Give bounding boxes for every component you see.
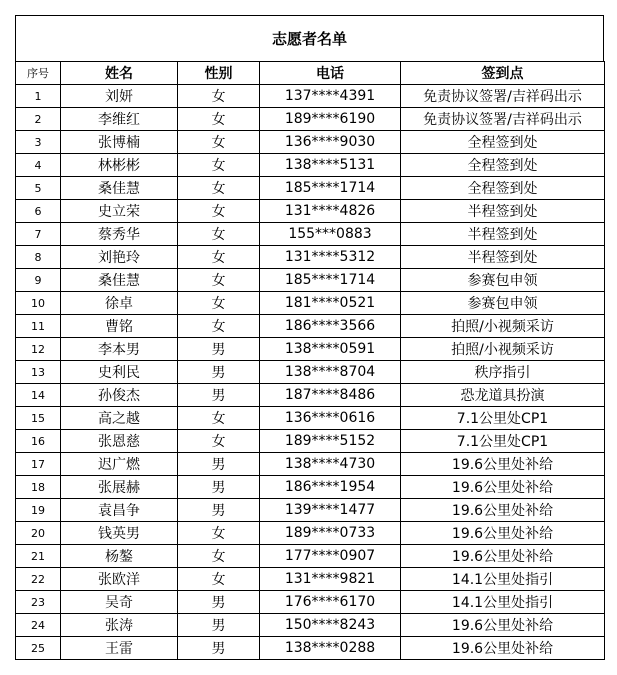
cell-index: 23	[16, 591, 61, 614]
cell-gender: 男	[178, 384, 260, 407]
cell-checkin: 免责协议签署/吉祥码出示	[401, 85, 605, 108]
cell-gender: 女	[178, 292, 260, 315]
cell-checkin: 半程签到处	[401, 223, 605, 246]
table-row	[16, 430, 605, 453]
cell-phone: 138****0591	[260, 338, 401, 361]
cell-name: 桑佳慧	[61, 177, 178, 200]
table-row	[16, 453, 605, 476]
table-row	[16, 568, 605, 591]
table-row	[16, 338, 605, 361]
cell-index: 7	[16, 223, 61, 246]
cell-checkin: 半程签到处	[401, 200, 605, 223]
table-row	[16, 384, 605, 407]
cell-phone: 185****1714	[260, 269, 401, 292]
cell-index: 6	[16, 200, 61, 223]
cell-gender: 女	[178, 545, 260, 568]
cell-checkin: 全程签到处	[401, 131, 605, 154]
cell-checkin: 19.6公里处补给	[401, 522, 605, 545]
cell-phone: 138****4730	[260, 453, 401, 476]
table-row	[16, 223, 605, 246]
cell-index: 14	[16, 384, 61, 407]
volunteer-table	[15, 61, 605, 660]
cell-gender: 男	[178, 453, 260, 476]
cell-checkin: 免责协议签署/吉祥码出示	[401, 108, 605, 131]
cell-checkin: 14.1公里处指引	[401, 591, 605, 614]
cell-name: 吴奇	[61, 591, 178, 614]
cell-index: 20	[16, 522, 61, 545]
cell-index: 2	[16, 108, 61, 131]
cell-name: 史利民	[61, 361, 178, 384]
cell-checkin: 参赛包申领	[401, 292, 605, 315]
cell-name: 张博楠	[61, 131, 178, 154]
table-row	[16, 154, 605, 177]
table-row	[16, 637, 605, 660]
table-row	[16, 545, 605, 568]
cell-checkin: 半程签到处	[401, 246, 605, 269]
cell-name: 桑佳慧	[61, 269, 178, 292]
cell-index: 5	[16, 177, 61, 200]
cell-index: 13	[16, 361, 61, 384]
cell-index: 12	[16, 338, 61, 361]
cell-name: 刘妍	[61, 85, 178, 108]
header-checkin: 签到点	[401, 62, 605, 85]
cell-index: 10	[16, 292, 61, 315]
cell-checkin: 19.6公里处补给	[401, 545, 605, 568]
cell-checkin: 7.1公里处CP1	[401, 407, 605, 430]
cell-phone: 186****3566	[260, 315, 401, 338]
cell-phone: 138****0288	[260, 637, 401, 660]
cell-name: 刘艳玲	[61, 246, 178, 269]
cell-checkin: 19.6公里处补给	[401, 614, 605, 637]
table-row	[16, 131, 605, 154]
header-name: 姓名	[61, 62, 178, 85]
cell-index: 17	[16, 453, 61, 476]
table-row	[16, 85, 605, 108]
cell-phone: 189****6190	[260, 108, 401, 131]
cell-name: 曹铭	[61, 315, 178, 338]
cell-name: 林彬彬	[61, 154, 178, 177]
cell-checkin: 恐龙道具扮演	[401, 384, 605, 407]
cell-checkin: 19.6公里处补给	[401, 637, 605, 660]
cell-name: 张展赫	[61, 476, 178, 499]
cell-gender: 女	[178, 85, 260, 108]
table-row	[16, 177, 605, 200]
cell-phone: 137****4391	[260, 85, 401, 108]
cell-name: 徐卓	[61, 292, 178, 315]
cell-phone: 131****9821	[260, 568, 401, 591]
cell-gender: 女	[178, 407, 260, 430]
cell-phone: 177****0907	[260, 545, 401, 568]
cell-gender: 女	[178, 522, 260, 545]
cell-index: 19	[16, 499, 61, 522]
table-row	[16, 522, 605, 545]
table-row	[16, 200, 605, 223]
header-gender: 性别	[178, 62, 260, 85]
cell-index: 8	[16, 246, 61, 269]
table-row	[16, 108, 605, 131]
cell-phone: 186****1954	[260, 476, 401, 499]
cell-index: 16	[16, 430, 61, 453]
cell-phone: 139****1477	[260, 499, 401, 522]
cell-name: 史立荣	[61, 200, 178, 223]
cell-gender: 男	[178, 591, 260, 614]
cell-checkin: 秩序指引	[401, 361, 605, 384]
cell-phone: 187****8486	[260, 384, 401, 407]
table-row	[16, 614, 605, 637]
cell-gender: 女	[178, 568, 260, 591]
table-row	[16, 315, 605, 338]
cell-index: 21	[16, 545, 61, 568]
cell-name: 李维红	[61, 108, 178, 131]
cell-gender: 女	[178, 269, 260, 292]
header-phone: 电话	[260, 62, 401, 85]
cell-name: 李本男	[61, 338, 178, 361]
cell-checkin: 19.6公里处补给	[401, 499, 605, 522]
cell-name: 蔡秀华	[61, 223, 178, 246]
cell-checkin: 14.1公里处指引	[401, 568, 605, 591]
cell-gender: 女	[178, 200, 260, 223]
cell-phone: 136****9030	[260, 131, 401, 154]
cell-gender: 女	[178, 177, 260, 200]
cell-index: 3	[16, 131, 61, 154]
cell-phone: 176****6170	[260, 591, 401, 614]
cell-gender: 男	[178, 361, 260, 384]
cell-phone: 189****0733	[260, 522, 401, 545]
cell-name: 张涛	[61, 614, 178, 637]
cell-checkin: 拍照/小视频采访	[401, 315, 605, 338]
cell-gender: 女	[178, 246, 260, 269]
cell-gender: 女	[178, 108, 260, 131]
cell-gender: 女	[178, 315, 260, 338]
cell-index: 4	[16, 154, 61, 177]
cell-index: 15	[16, 407, 61, 430]
cell-phone: 155***0883	[260, 223, 401, 246]
cell-phone: 138****5131	[260, 154, 401, 177]
table-row	[16, 591, 605, 614]
cell-index: 25	[16, 637, 61, 660]
cell-phone: 189****5152	[260, 430, 401, 453]
cell-checkin: 参赛包申领	[401, 269, 605, 292]
sheet-title: 志愿者名单	[15, 15, 604, 61]
header-row	[16, 62, 605, 85]
cell-gender: 女	[178, 154, 260, 177]
cell-checkin: 19.6公里处补给	[401, 476, 605, 499]
cell-name: 王雷	[61, 637, 178, 660]
table-row	[16, 407, 605, 430]
table-row	[16, 269, 605, 292]
cell-index: 22	[16, 568, 61, 591]
table-row	[16, 246, 605, 269]
cell-phone: 181****0521	[260, 292, 401, 315]
cell-checkin: 7.1公里处CP1	[401, 430, 605, 453]
cell-gender: 女	[178, 223, 260, 246]
cell-index: 24	[16, 614, 61, 637]
cell-name: 迟广燃	[61, 453, 178, 476]
header-index: 序号	[16, 62, 61, 85]
cell-phone: 185****1714	[260, 177, 401, 200]
cell-name: 张欧洋	[61, 568, 178, 591]
table-row	[16, 361, 605, 384]
cell-name: 杨鏊	[61, 545, 178, 568]
cell-gender: 男	[178, 499, 260, 522]
cell-checkin: 19.6公里处补给	[401, 453, 605, 476]
cell-gender: 男	[178, 338, 260, 361]
cell-gender: 女	[178, 430, 260, 453]
cell-index: 11	[16, 315, 61, 338]
cell-name: 张恩慈	[61, 430, 178, 453]
table-row	[16, 499, 605, 522]
cell-checkin: 拍照/小视频采访	[401, 338, 605, 361]
cell-name: 钱英男	[61, 522, 178, 545]
cell-index: 18	[16, 476, 61, 499]
cell-phone: 131****4826	[260, 200, 401, 223]
cell-phone: 138****8704	[260, 361, 401, 384]
cell-phone: 131****5312	[260, 246, 401, 269]
table-row	[16, 292, 605, 315]
table-row	[16, 476, 605, 499]
cell-gender: 男	[178, 637, 260, 660]
volunteer-sheet	[15, 15, 604, 660]
cell-gender: 男	[178, 476, 260, 499]
cell-gender: 男	[178, 614, 260, 637]
cell-name: 孙俊杰	[61, 384, 178, 407]
cell-phone: 150****8243	[260, 614, 401, 637]
cell-phone: 136****0616	[260, 407, 401, 430]
cell-index: 9	[16, 269, 61, 292]
cell-checkin: 全程签到处	[401, 177, 605, 200]
cell-checkin: 全程签到处	[401, 154, 605, 177]
cell-gender: 女	[178, 131, 260, 154]
cell-name: 高之越	[61, 407, 178, 430]
cell-index: 1	[16, 85, 61, 108]
cell-name: 袁昌争	[61, 499, 178, 522]
